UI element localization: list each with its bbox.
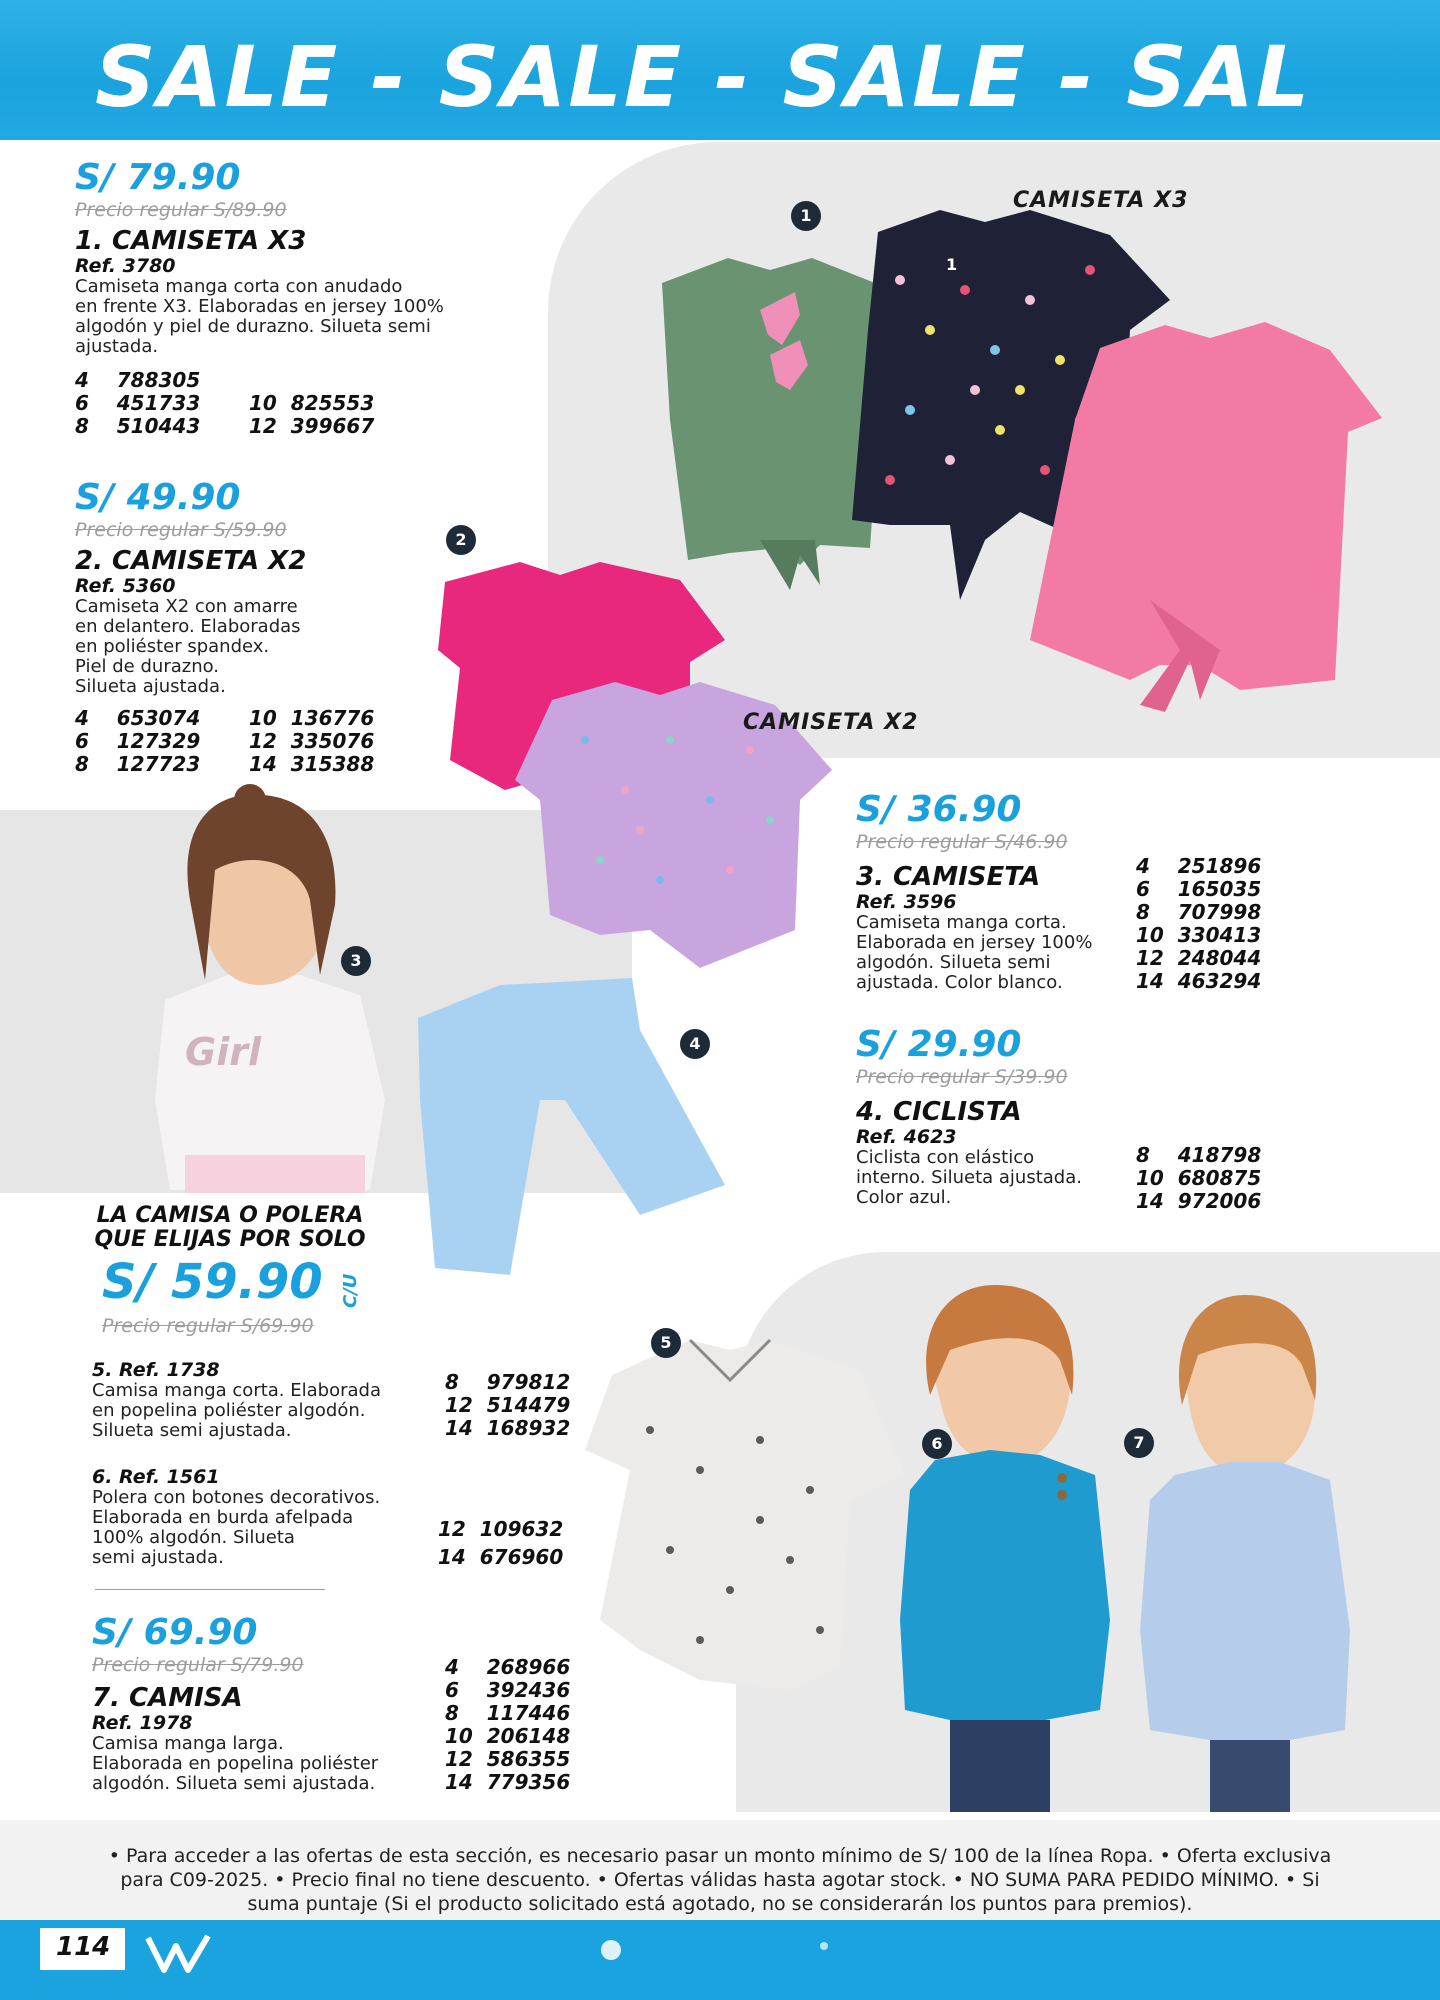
badge-4: 4 bbox=[680, 1029, 710, 1059]
product-1-price: S/ 79.90 bbox=[75, 157, 241, 198]
printed-shirt-image bbox=[585, 1340, 905, 1690]
product-7-ref: Ref. 1978 bbox=[92, 1712, 193, 1734]
product-7-description: Camisa manga larga. Elaborada en popelina poliéster algodón. Silueta semi ajustada. bbox=[92, 1733, 379, 1794]
decorative-dot-small bbox=[820, 1942, 828, 1950]
product-1-description: Camiseta manga corta con anudado en frente X3. Elaboradas en jersey 100% algodón y piel de durazno. Silueta semi ajustada. bbox=[75, 276, 444, 357]
product-7-regular-price: Precio regular S/79.90 bbox=[92, 1654, 304, 1676]
boy-blue-sweatshirt-image bbox=[900, 1285, 1110, 1812]
product-6-block bbox=[92, 1467, 432, 1568]
product-3-description: Camiseta manga corta. Elaborada en jersey 100% algodón. Silueta semi ajustada. Color blanco. bbox=[856, 912, 1093, 993]
product-4-block bbox=[856, 1025, 1136, 1208]
product-7-price: S/ 69.90 bbox=[92, 1612, 258, 1653]
promo-title: LA CAMISA O POLERA QUE ELIJAS POR SOLO bbox=[94, 1203, 366, 1252]
label-camiseta-x2: CAMISETA X2 bbox=[743, 710, 919, 735]
promo-price: S/ 59.90 bbox=[102, 1254, 323, 1310]
product-2-description: Camiseta X2 con amarre en delantero. Elaboradas en poliéster spandex. Piel de durazno. Silueta ajustada. bbox=[75, 596, 301, 697]
shirt-tag-number: 1 bbox=[946, 255, 958, 274]
product-3-name: 3. CAMISETA bbox=[856, 862, 1041, 892]
product-4-size-codes: 8 418798 10 680875 14 972006 bbox=[1136, 1143, 1262, 1213]
page-number: 114 bbox=[56, 1932, 111, 1962]
product-6-description: Polera con botones decorativos. Elaborada en burda afelpada 100% algodón. Silueta semi ajustada. bbox=[92, 1487, 381, 1568]
product-2-size-codes: 4 653074 10 136776 6 127329 12 335076 8 127723 14 315388 bbox=[75, 706, 375, 776]
product-3-ref: Ref. 3596 bbox=[856, 891, 957, 913]
product-6-size-codes: 12 109632 14 676960 bbox=[438, 1517, 564, 1569]
product-7-block bbox=[92, 1613, 432, 1794]
product-2-name: 2. CAMISETA X2 bbox=[75, 546, 307, 576]
product-2-price: S/ 49.90 bbox=[75, 477, 241, 518]
footer-terms: • Para acceder a las ofertas de esta sección, es necesario pasar un monto mínimo de S/ 100 de la línea Ropa. • Oferta exclusiva para C09-2025. • Precio final no tiene descuento. • Ofertas válidas hasta agotar stock. • NO SUMA PARA PEDIDO MÍNIMO. • Si suma puntaje (Si el producto solicitado está agotado, no se considerarán los puntos para premios). bbox=[108, 1845, 1332, 1915]
product-5-description: Camisa manga corta. Elaborada en popelina poliéster algodón. Silueta semi ajustada. bbox=[92, 1380, 381, 1441]
product-4-name: 4. CICLISTA bbox=[856, 1097, 1022, 1127]
product-4-ref: Ref. 4623 bbox=[856, 1126, 957, 1148]
product-4-regular-price: Precio regular S/39.90 bbox=[856, 1066, 1068, 1088]
decorative-dot bbox=[601, 1940, 621, 1960]
product-3-price: S/ 36.90 bbox=[856, 789, 1022, 830]
product-3-regular-price: Precio regular S/46.90 bbox=[856, 831, 1068, 853]
product-5-size-codes: 8 979812 12 514479 14 168932 bbox=[445, 1370, 571, 1440]
badge-7: 7 bbox=[1124, 1428, 1154, 1458]
product-1-size-codes: 4 788305 6 451733 10 825553 8 510443 12 399667 bbox=[75, 368, 375, 438]
badge-5: 5 bbox=[651, 1328, 681, 1358]
badge-2: 2 bbox=[446, 525, 476, 555]
product-5-block bbox=[92, 1360, 432, 1441]
blue-bike-shorts-image bbox=[418, 978, 725, 1275]
label-camiseta-x3: CAMISETA X3 bbox=[1013, 188, 1189, 213]
product-3-block bbox=[856, 790, 1126, 993]
product-4-description: Ciclista con elástico interno. Silueta ajustada. Color azul. bbox=[856, 1147, 1082, 1208]
product-3-size-codes: 4 251896 6 165035 8 707998 10 330413 12 248044 14 463294 bbox=[1136, 854, 1262, 993]
girl-model-image bbox=[155, 784, 385, 1193]
brand-w-logo-icon bbox=[142, 1932, 222, 1976]
product-1-name: 1. CAMISETA X3 bbox=[75, 226, 307, 256]
boy-light-blue-shirt-image bbox=[1140, 1295, 1350, 1812]
promo-regular-price: Precio regular S/69.90 bbox=[102, 1315, 314, 1337]
section-divider bbox=[95, 1589, 325, 1590]
product-1-block bbox=[75, 158, 495, 438]
product-1-regular-price: Precio regular S/89.90 bbox=[75, 199, 287, 221]
badge-1: 1 bbox=[791, 201, 821, 231]
product-7-name: 7. CAMISA bbox=[92, 1683, 243, 1713]
product-5-ref: 5. Ref. 1738 bbox=[92, 1359, 220, 1381]
product-2-regular-price: Precio regular S/59.90 bbox=[75, 519, 287, 541]
product-1-ref: Ref. 3780 bbox=[75, 255, 176, 277]
girl-tshirt-print: Girl bbox=[185, 1030, 261, 1074]
promo-per-unit: C/U bbox=[340, 1273, 361, 1308]
product-4-price: S/ 29.90 bbox=[856, 1024, 1022, 1065]
badge-6: 6 bbox=[922, 1429, 952, 1459]
product-7-size-codes: 4 268966 6 392436 8 117446 10 206148 12 586355 14 779356 bbox=[445, 1655, 571, 1794]
product-6-ref: 6. Ref. 1561 bbox=[92, 1466, 220, 1488]
banner-text: SALE - SALE - SALE - SAL bbox=[95, 28, 1312, 126]
product-2-ref: Ref. 5360 bbox=[75, 575, 176, 597]
product-2-block bbox=[75, 478, 455, 776]
badge-3: 3 bbox=[341, 946, 371, 976]
